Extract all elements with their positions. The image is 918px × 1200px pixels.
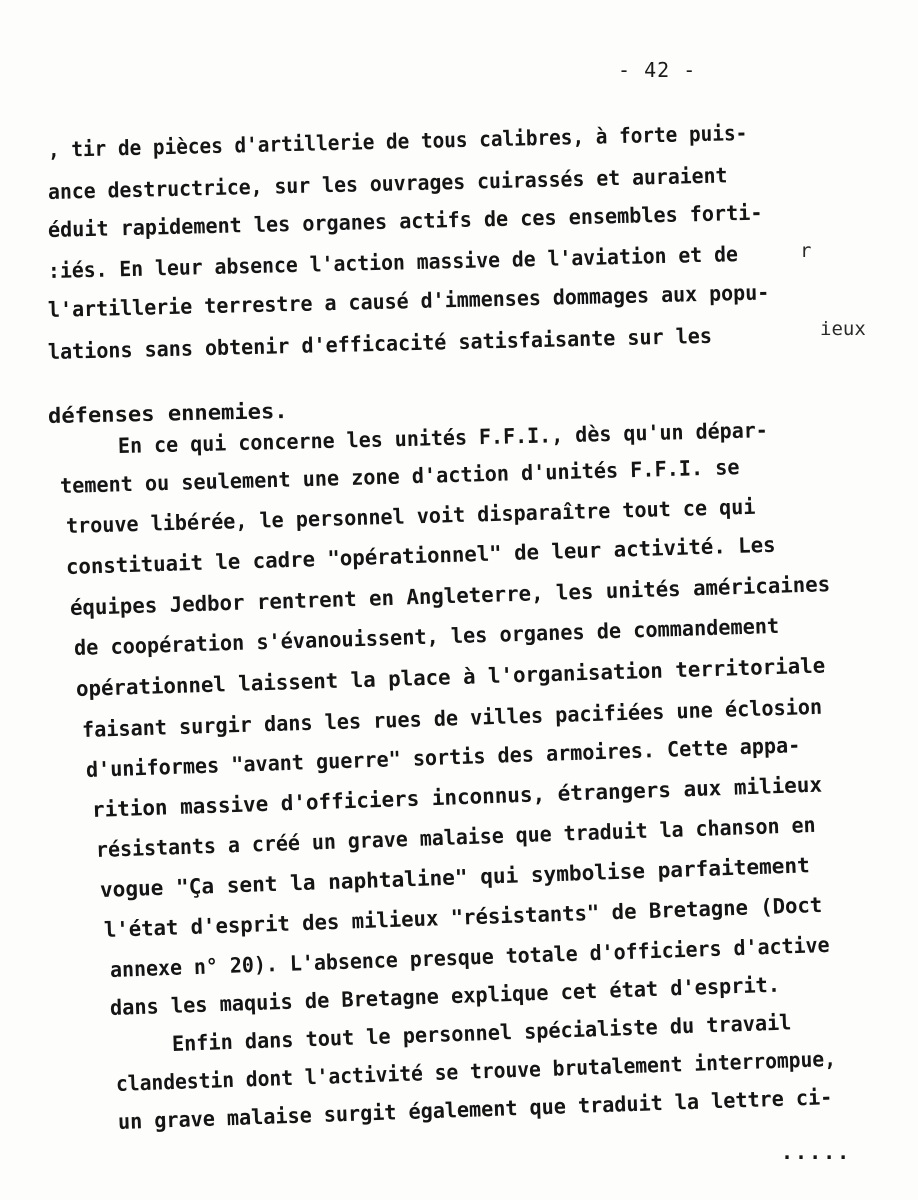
text-line: un grave malaise surgit également que traduit la lettre ci- <box>117 1085 833 1134</box>
text-line: défenses ennemies. <box>47 398 288 428</box>
continuation-marks: ..... <box>781 1140 852 1164</box>
text-line: d'uniformes "avant guerre" sortis des armoires. Cette appa- <box>85 733 801 782</box>
text-line: constituait le cadre "opérationnel" de leur activité. Les <box>65 532 776 579</box>
text-line: ance destructrice, sur les ouvrages cuirassés et auraient <box>47 163 728 204</box>
text-line: rition massive d'officiers inconnus, étrangers aux milieux <box>91 772 823 822</box>
text-line: trouve libérée, le personnel voit disparaître tout ce qui <box>65 494 756 538</box>
text-line: éduit rapidement les organes actifs de ces ensembles forti- <box>47 200 763 242</box>
text-line: , tir de pièces d'artillerie de tous calibres, à forte puis- <box>47 120 748 162</box>
text-line: l'état d'esprit des milieux "résistants" de Bretagne (Doct <box>103 892 823 942</box>
text-line: de coopération s'évanouissent, les organes de commandement <box>73 613 780 660</box>
text-line: vogue "Ça sent la naphtaline" qui symbolise parfaitement <box>99 853 811 902</box>
text-line: dans les maquis de Bretagne explique cet état d'esprit. <box>109 972 781 1020</box>
text-line: tement ou seulement une zone d'action d'unités F.F.I. se <box>59 455 740 498</box>
text-line: En ce qui concerne les unités F.F.I., dès qu'un dépar- <box>117 418 769 458</box>
text-line: équipes Jedbor rentrent en Angleterre, les unités américaines <box>69 572 831 620</box>
margin-fragment: ieux <box>820 318 866 340</box>
text-line: faisant surgir dans les rues de villes pacifiées une éclosion <box>81 694 823 742</box>
text-line: résistants a créé un grave malaise que traduit la chanson en <box>95 812 816 862</box>
text-line: lations sans obtenir d'efficacité satisfaisante sur les <box>47 323 713 364</box>
text-line: annexe n° 20). L'absence presque totale d'officiers d'active <box>109 932 830 982</box>
text-line: clandestin dont l'activité se trouve brutalement interrompue, <box>115 1046 837 1096</box>
page-number: - 42 - <box>618 58 697 82</box>
text-line: opérationnel laissent la place à l'organisation territoriale <box>75 653 826 701</box>
text-line: l'artillerie terrestre a causé d'immenses dommages aux popu- <box>47 280 770 322</box>
text-line: :iés. En leur absence l'action massive de l'aviation et de <box>47 242 739 283</box>
margin-fragment: r <box>800 240 812 262</box>
text-line: Enfin dans tout le personnel spécialiste du travail <box>171 1010 792 1056</box>
